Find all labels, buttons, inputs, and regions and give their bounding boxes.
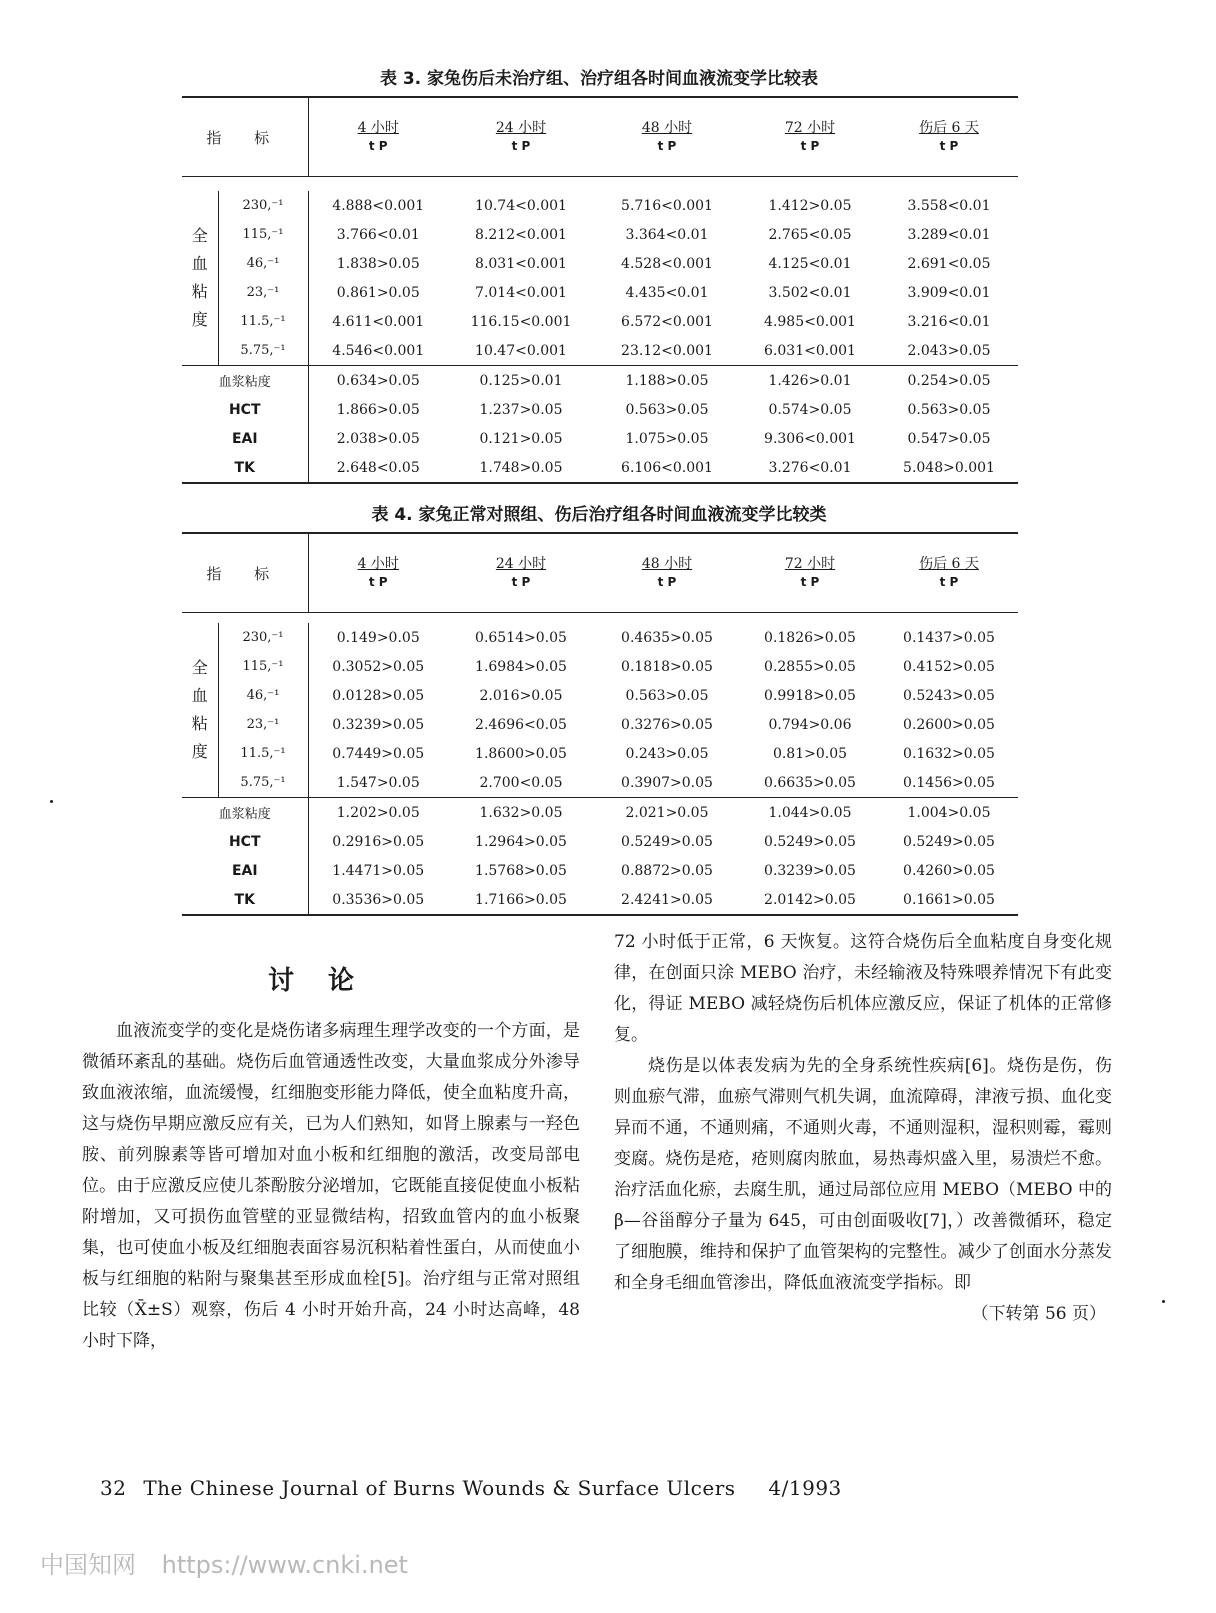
table-cell: 4.435<0.01 bbox=[625, 284, 709, 301]
row-label: 46,⁻¹ bbox=[218, 681, 308, 710]
table-cell: 0.5243>0.05 bbox=[903, 687, 995, 704]
table-row bbox=[182, 307, 1018, 336]
table-cell: 2.4241>0.05 bbox=[621, 891, 713, 908]
column-time: 72 小时 bbox=[784, 120, 836, 136]
row-label: 血浆粘度 bbox=[182, 366, 308, 396]
table-cell: 5.048>0.001 bbox=[903, 459, 995, 476]
table-cell: 0.125>0.01 bbox=[448, 366, 594, 396]
row-label: 46,⁻¹ bbox=[218, 249, 308, 278]
table-cell: 8.212<0.001 bbox=[475, 226, 567, 243]
table-row bbox=[182, 885, 1018, 915]
table-cell: 1.004>0.05 bbox=[880, 798, 1018, 828]
table-cell: 1.632>0.05 bbox=[448, 798, 594, 828]
table-cell: 0.3536>0.05 bbox=[332, 891, 425, 908]
table-cell: 0.1632>0.05 bbox=[903, 745, 995, 762]
page-number: 32 bbox=[100, 1476, 127, 1500]
table-cell: 0.563>0.05 bbox=[625, 687, 709, 704]
indicator-header: 指 标 bbox=[182, 97, 308, 177]
table-cell: 0.3052>0.05 bbox=[332, 658, 425, 675]
discussion-paragraph: 72 小时低于正常，6 天恢复。这符合烧伤后全血粘度自身变化规律，在创面只涂 MEBO 治疗，未经输液及特殊喂养情况下有此变化，得证 MEBO 减轻烧伤后机体应激反应，保证了机体的正常修复。 bbox=[614, 932, 1112, 1045]
table-cell: 9.306<0.001 bbox=[764, 430, 856, 447]
row-label: 115,⁻¹ bbox=[218, 220, 308, 249]
column-time: 24 小时 bbox=[495, 120, 547, 136]
table-cell: 116.15<0.001 bbox=[470, 313, 572, 330]
table-cell: 0.794>0.06 bbox=[768, 716, 852, 733]
table-cell: 23.12<0.001 bbox=[621, 342, 713, 359]
table-cell: 0.1456>0.05 bbox=[903, 774, 995, 791]
table-cell: 2.043>0.05 bbox=[907, 342, 991, 359]
discussion-right-column bbox=[614, 927, 1112, 1330]
table-cell: 1.426>0.01 bbox=[740, 366, 880, 396]
table-cell: 0.8872>0.05 bbox=[621, 862, 713, 879]
row-label: HCT bbox=[182, 827, 308, 856]
table-cell: 0.3276>0.05 bbox=[621, 716, 713, 733]
table-cell: 0.81>0.05 bbox=[772, 745, 848, 762]
table-cell: 10.74<0.001 bbox=[475, 197, 567, 214]
discussion-left-column bbox=[82, 1016, 580, 1357]
column-stats: t P bbox=[657, 575, 677, 589]
scan-speck bbox=[1162, 1300, 1165, 1303]
table-cell: 7.014<0.001 bbox=[475, 284, 567, 301]
table-cell: 0.574>0.05 bbox=[768, 401, 852, 418]
table-row bbox=[182, 453, 1018, 483]
column-stats: t P bbox=[657, 139, 677, 153]
issue-number: 4/1993 bbox=[768, 1476, 842, 1500]
table-cell: 0.861>0.05 bbox=[336, 284, 420, 301]
table-cell: 3.289<0.01 bbox=[907, 226, 991, 243]
journal-name: The Chinese Journal of Burns Wounds & Surface Ulcers bbox=[143, 1476, 736, 1500]
table-cell: 0.5249>0.05 bbox=[621, 833, 713, 850]
table-cell: 0.6635>0.05 bbox=[764, 774, 856, 791]
table-row bbox=[182, 681, 1018, 710]
table-cell: 4.528<0.001 bbox=[621, 255, 713, 272]
row-label: HCT bbox=[182, 395, 308, 424]
row-label: 230,⁻¹ bbox=[218, 623, 308, 652]
table-cell: 4.546<0.001 bbox=[332, 342, 425, 359]
table-cell: 0.634>0.05 bbox=[308, 366, 448, 396]
table-cell: 6.572<0.001 bbox=[621, 313, 713, 330]
table-cell: 1.2964>0.05 bbox=[475, 833, 567, 850]
table-cell: 0.2855>0.05 bbox=[764, 658, 856, 675]
table-cell: 0.1437>0.05 bbox=[903, 629, 995, 646]
table-row bbox=[182, 827, 1018, 856]
row-label: 血浆粘度 bbox=[182, 798, 308, 828]
column-stats: t P bbox=[511, 575, 531, 589]
column-time: 24 小时 bbox=[495, 556, 547, 572]
table-cell: 0.2600>0.05 bbox=[903, 716, 995, 733]
column-time: 4 小时 bbox=[357, 556, 399, 572]
column-time: 4 小时 bbox=[357, 120, 399, 136]
row-label: EAI bbox=[182, 856, 308, 885]
column-stats: t P bbox=[939, 139, 959, 153]
table-cell: 1.6984>0.05 bbox=[475, 658, 567, 675]
table-cell: 0.243>0.05 bbox=[625, 745, 709, 762]
column-stats: t P bbox=[368, 575, 388, 589]
column-time: 伤后 6 天 bbox=[919, 120, 979, 136]
table-cell: 0.4152>0.05 bbox=[903, 658, 995, 675]
table3 bbox=[182, 96, 1018, 484]
table-cell: 3.502<0.01 bbox=[768, 284, 852, 301]
table-cell: 2.016>0.05 bbox=[479, 687, 563, 704]
table-cell: 0.3239>0.05 bbox=[764, 862, 856, 879]
table-cell: 2.0142>0.05 bbox=[764, 891, 856, 908]
table-row bbox=[182, 856, 1018, 885]
table-cell: 0.254>0.05 bbox=[880, 366, 1018, 396]
row-label: TK bbox=[182, 885, 308, 915]
indicator-header: 指 标 bbox=[182, 533, 308, 613]
table-cell: 4.125<0.01 bbox=[768, 255, 852, 272]
row-label: 230,⁻¹ bbox=[218, 191, 308, 220]
table-row bbox=[182, 336, 1018, 366]
table-cell: 1.188>0.05 bbox=[594, 366, 740, 396]
table-cell: 1.866>0.05 bbox=[336, 401, 420, 418]
table-row bbox=[182, 768, 1018, 798]
table-row bbox=[182, 710, 1018, 739]
table-cell: 1.838>0.05 bbox=[336, 255, 420, 272]
table-cell: 4.985<0.001 bbox=[764, 313, 856, 330]
table-cell: 3.766<0.01 bbox=[336, 226, 420, 243]
scan-speck bbox=[50, 800, 53, 803]
table-row bbox=[182, 249, 1018, 278]
table-cell: 3.276<0.01 bbox=[768, 459, 852, 476]
table-cell: 1.547>0.05 bbox=[336, 774, 420, 791]
table-cell: 0.5249>0.05 bbox=[903, 833, 995, 850]
table-cell: 4.888<0.001 bbox=[332, 197, 425, 214]
table-cell: 1.4471>0.05 bbox=[332, 862, 425, 879]
table-cell: 0.2916>0.05 bbox=[332, 833, 425, 850]
watermark-url: https://www.cnki.net bbox=[161, 1551, 408, 1579]
group-label-whole-blood-viscosity: 全 血 粘 度 bbox=[182, 191, 218, 366]
watermark-site-name: 中国知网 bbox=[40, 1551, 136, 1579]
table-cell: 3.909<0.01 bbox=[907, 284, 991, 301]
table-cell: 0.149>0.05 bbox=[336, 629, 420, 646]
table-cell: 0.563>0.05 bbox=[907, 401, 991, 418]
table-row bbox=[182, 278, 1018, 307]
row-label: 23,⁻¹ bbox=[218, 710, 308, 739]
discussion-heading: 讨论 bbox=[268, 966, 389, 996]
table-cell: 0.547>0.05 bbox=[907, 430, 991, 447]
column-stats: t P bbox=[800, 139, 820, 153]
row-label: 5.75,⁻¹ bbox=[218, 768, 308, 798]
page-footer bbox=[100, 1476, 842, 1500]
table-cell: 0.5249>0.05 bbox=[764, 833, 856, 850]
column-stats: t P bbox=[368, 139, 388, 153]
table-cell: 0.121>0.05 bbox=[479, 430, 563, 447]
row-label: 5.75,⁻¹ bbox=[218, 336, 308, 366]
column-time: 伤后 6 天 bbox=[919, 556, 979, 572]
table-cell: 4.611<0.001 bbox=[332, 313, 425, 330]
table-cell: 1.412>0.05 bbox=[768, 197, 852, 214]
row-label: TK bbox=[182, 453, 308, 483]
column-time: 48 小时 bbox=[641, 556, 693, 572]
row-label: 11.5,⁻¹ bbox=[218, 739, 308, 768]
discussion-paragraph: 烧伤是以体表发病为先的全身系统性疾病[6]。烧伤是伤，伤则血瘀气滞，血瘀气滞则气机失调，血流障碍，津液亏损、血化变异而不通，不通则痛，不通则火毒，不通则湿积，湿积则霉，霉则变腐。烧伤是疮，疮则腐肉脓血，易热毒炽盛入里，易溃烂不愈。治疗活血化瘀，去腐生肌，通过局部位应用 MEBO（MEBO 中的 β—谷甾醇分子量为 645，可由创面吸收[7]，）改善微循环，稳定了细胞膜，维持和保护了血管架构的完整性。减少了创面水分蒸发和全身毛细血管渗出，降低血液流变学指标。即 bbox=[614, 1056, 1112, 1293]
table-cell: 10.47<0.001 bbox=[475, 342, 567, 359]
table-cell: 2.021>0.05 bbox=[594, 798, 740, 828]
cnki-watermark bbox=[40, 1545, 408, 1580]
row-label: 11.5,⁻¹ bbox=[218, 307, 308, 336]
table-cell: 1.075>0.05 bbox=[625, 430, 709, 447]
table-cell: 0.1826>0.05 bbox=[764, 629, 856, 646]
table-cell: 2.4696<0.05 bbox=[475, 716, 567, 733]
row-label: 115,⁻¹ bbox=[218, 652, 308, 681]
column-stats: t P bbox=[939, 575, 959, 589]
table-row bbox=[182, 798, 1018, 828]
table-row bbox=[182, 220, 1018, 249]
continued-note: （下转第 56 页） bbox=[971, 1304, 1106, 1324]
table-cell: 2.038>0.05 bbox=[336, 430, 420, 447]
table-cell: 1.8600>0.05 bbox=[475, 745, 567, 762]
table-cell: 0.1818>0.05 bbox=[621, 658, 713, 675]
table-row bbox=[182, 652, 1018, 681]
table-cell: 6.106<0.001 bbox=[621, 459, 713, 476]
table-row bbox=[182, 395, 1018, 424]
table-cell: 5.716<0.001 bbox=[621, 197, 713, 214]
table-cell: 0.1661>0.05 bbox=[903, 891, 995, 908]
column-stats: t P bbox=[511, 139, 531, 153]
table-cell: 0.4260>0.05 bbox=[903, 862, 995, 879]
table-cell: 1.5768>0.05 bbox=[475, 862, 567, 879]
table3-caption: 表 3. 家兔伤后未治疗组、治疗组各时间血液流变学比较表 bbox=[379, 69, 819, 89]
row-label: EAI bbox=[182, 424, 308, 453]
table-row bbox=[182, 739, 1018, 768]
table4-caption: 表 4. 家兔正常对照组、伤后治疗组各时间血液流变学比较类 bbox=[371, 505, 827, 525]
group-label-whole-blood-viscosity: 全 血 粘 度 bbox=[182, 623, 218, 798]
column-time: 48 小时 bbox=[641, 120, 693, 136]
table-cell: 0.0128>0.05 bbox=[332, 687, 425, 704]
table-row bbox=[182, 366, 1018, 396]
table-cell: 3.558<0.01 bbox=[907, 197, 991, 214]
discussion-paragraph: 血液流变学的变化是烧伤诸多病理生理学改变的一个方面，是微循环紊乱的基础。烧伤后血管通透性改变，大量血浆成分外渗导致血液浓缩，血流缓慢，红细胞变形能力降低，使全血粘度升高，这与烧伤早期应激反应有关，已为人们熟知，如肾上腺素与一羟色胺、前列腺素等皆可增加对血小板和红细胞的激活，改变局部电位。由于应激反应使儿茶酚胺分泌增加，它既能直接促使血小板粘附增加，又可损伤血管壁的亚显微结构，招致血管内的血小板聚集，也可使血小板及红细胞表面容易沉积粘着性蛋白，从而使血小板与红细胞的粘附与聚集甚至形成血栓[5]。治疗组与正常对照组比较（X̄±S）观察，伤后 4 小时开始升高，24 小时达高峰，48 小时下降， bbox=[82, 1021, 580, 1351]
row-label: 23,⁻¹ bbox=[218, 278, 308, 307]
table-cell: 1.202>0.05 bbox=[308, 798, 448, 828]
table-cell: 8.031<0.001 bbox=[475, 255, 567, 272]
table4 bbox=[182, 532, 1018, 916]
table-cell: 0.6514>0.05 bbox=[475, 629, 567, 646]
table-cell: 0.3907>0.05 bbox=[621, 774, 713, 791]
table-cell: 1.237>0.05 bbox=[479, 401, 563, 418]
column-stats: t P bbox=[800, 575, 820, 589]
table-row bbox=[182, 623, 1018, 652]
table-cell: 6.031<0.001 bbox=[764, 342, 856, 359]
column-time: 72 小时 bbox=[784, 556, 836, 572]
table-cell: 2.648<0.05 bbox=[336, 459, 420, 476]
table-cell: 0.3239>0.05 bbox=[332, 716, 425, 733]
table-cell: 2.700<0.05 bbox=[479, 774, 563, 791]
table-cell: 2.691<0.05 bbox=[907, 255, 991, 272]
table-cell: 2.765<0.05 bbox=[768, 226, 852, 243]
table-cell: 1.7166>0.05 bbox=[475, 891, 567, 908]
table-row bbox=[182, 424, 1018, 453]
table-cell: 0.563>0.05 bbox=[625, 401, 709, 418]
table-cell: 1.044>0.05 bbox=[740, 798, 880, 828]
table-cell: 3.364<0.01 bbox=[625, 226, 709, 243]
table-cell: 1.748>0.05 bbox=[479, 459, 563, 476]
table-row bbox=[182, 191, 1018, 220]
table-cell: 0.4635>0.05 bbox=[621, 629, 713, 646]
table-cell: 0.7449>0.05 bbox=[332, 745, 425, 762]
table-cell: 3.216<0.01 bbox=[907, 313, 991, 330]
table-cell: 0.9918>0.05 bbox=[764, 687, 856, 704]
